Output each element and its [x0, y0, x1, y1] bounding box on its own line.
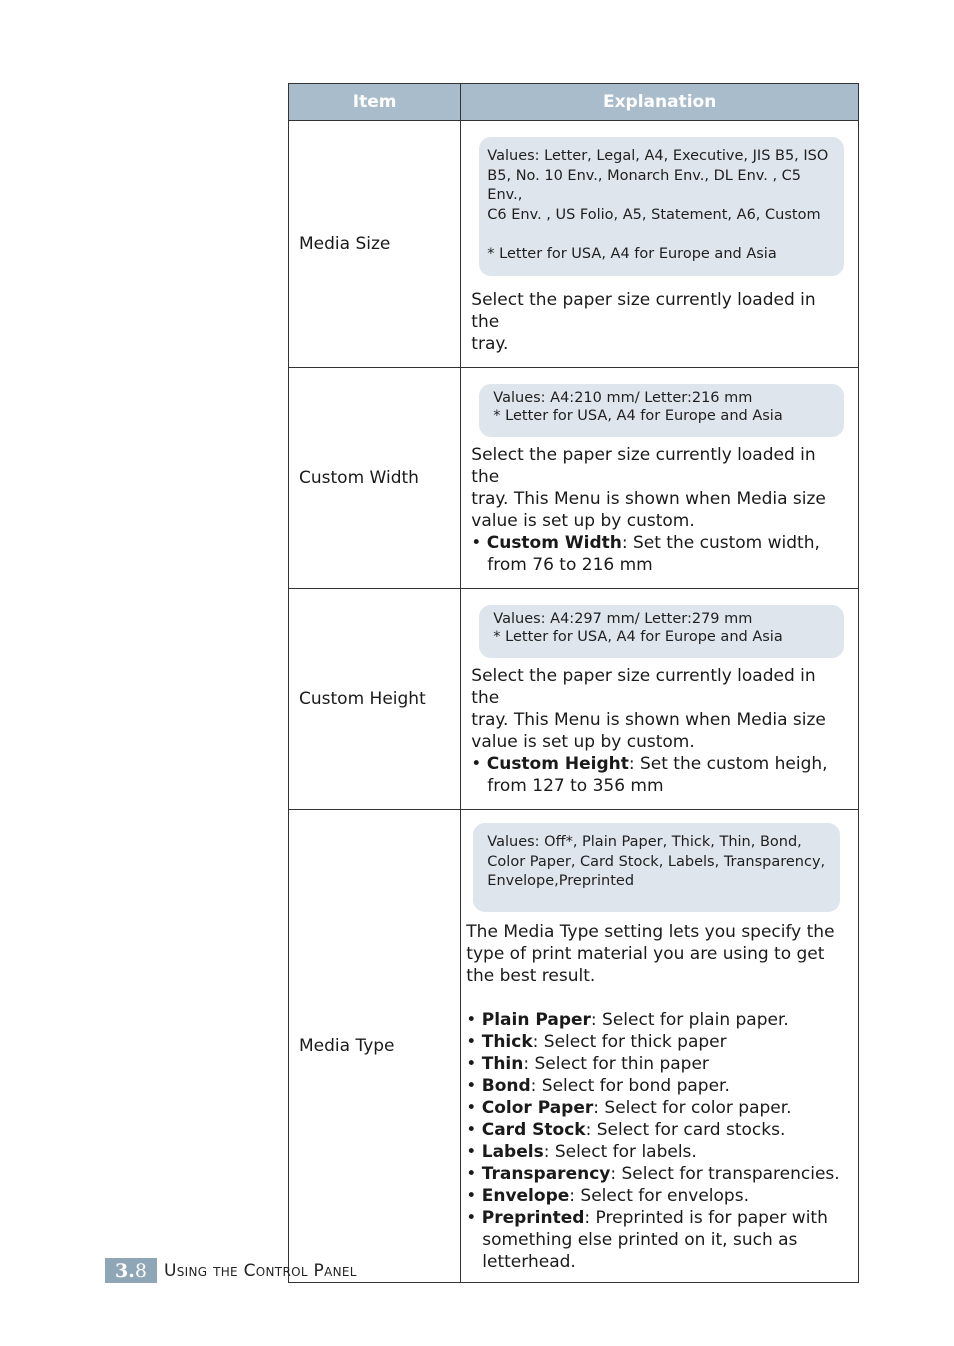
bullet-term: Plain Paper: [481, 1009, 591, 1030]
bullet-text: : Select for color paper.: [593, 1097, 792, 1118]
bullet-item: • Custom Height: Set the custom heigh, from 127 to 356 mm: [471, 754, 828, 796]
desc-line: value is set up by custom.: [471, 511, 695, 531]
bullet-term: Transparency: [481, 1163, 611, 1184]
bullet-term: Custom Width: [486, 533, 622, 553]
bullet-text: : Preprinted is for paper with something else printed on it, such as letterhead.: [482, 1207, 828, 1272]
bullet-text: : Set the custom width, from 76 to 216 mm: [487, 533, 820, 575]
bullet-text: : Select for labels.: [543, 1141, 697, 1162]
explanation-cell: [461, 368, 859, 589]
description: [466, 921, 848, 1273]
bullet-item: • Transparency: Select for transparencies.: [466, 1163, 840, 1184]
values-line: * Letter for USA, A4 for Europe and Asia: [487, 245, 777, 262]
desc-line: Select the paper size currently loaded in the: [471, 290, 816, 332]
explanation-cell: [461, 589, 859, 810]
header-item: Item: [289, 84, 461, 121]
values-box: [473, 823, 840, 912]
values-line: Color Paper, Card Stock, Labels, Transparency,: [487, 853, 826, 870]
values-box: [479, 384, 844, 437]
bullet-text: : Select for transparencies.: [610, 1163, 840, 1184]
table-row: [289, 810, 859, 1283]
description: [471, 444, 844, 576]
page-number-badge: [105, 1258, 157, 1283]
values-line: B5, No. 10 Env., Monarch Env., DL Env. , C5 Env.,: [487, 167, 802, 203]
bullet-text: : Select for thick paper: [532, 1031, 727, 1052]
header-explanation: Explanation: [461, 84, 859, 121]
bullet-item: • Preprinted: Preprinted is for paper with something else printed on it, such as letterhead.: [466, 1207, 828, 1272]
explanation-cell: [461, 810, 859, 1283]
bullet-item: • Labels: Select for labels.: [466, 1141, 697, 1162]
values-line: Envelope,Preprinted: [487, 873, 635, 889]
bullet-term: Bond: [481, 1075, 531, 1096]
bullet-text: : Select for envelops.: [569, 1185, 749, 1206]
values-line: * Letter for USA, A4 for Europe and Asia: [493, 629, 783, 645]
explanation-cell: [461, 121, 859, 368]
bullet-term: Envelope: [481, 1185, 570, 1206]
bullet-text: : Select for thin paper: [523, 1053, 709, 1074]
desc-line: Select the paper size currently loaded in the: [471, 445, 816, 487]
table-row: [289, 121, 859, 368]
values-line: * Letter for USA, A4 for Europe and Asia: [493, 408, 783, 424]
bullet-item: • Thin: Select for thin paper: [466, 1053, 709, 1074]
values-line: [487, 225, 836, 245]
bullet-item: • Bond: Select for bond paper.: [466, 1075, 730, 1096]
item-custom-width: Custom Width: [289, 368, 461, 589]
desc-line: type of print material you are using to get: [466, 943, 825, 964]
desc-line: tray.: [471, 334, 509, 354]
bullet-term: Labels: [481, 1141, 544, 1162]
desc-line: The Media Type setting lets you specify the: [466, 921, 835, 942]
spacer: [466, 987, 848, 1009]
bullet-term: Card Stock: [481, 1119, 586, 1140]
description: [471, 289, 844, 355]
values-box: [479, 605, 844, 658]
desc-line: value is set up by custom.: [471, 732, 695, 752]
values-line: Values: A4:210 mm/ Letter:216 mm: [493, 390, 753, 406]
item-media-size: Media Size: [289, 121, 461, 368]
desc-line: tray. This Menu is shown when Media size: [471, 710, 826, 730]
values-line: C6 Env. , US Folio, A5, Statement, A6, Custom: [487, 206, 821, 223]
bullet-item: • Envelope: Select for envelops.: [466, 1185, 749, 1206]
table-row: [289, 368, 859, 589]
bullet-item: • Thick: Select for thick paper: [466, 1031, 727, 1052]
table-header-row: [289, 84, 859, 121]
bullet-term: Custom Height: [486, 754, 629, 774]
description: [471, 665, 844, 797]
values-line: Values: Letter, Legal, A4, Executive, JIS B5, ISO: [487, 148, 829, 164]
bullet-text: : Select for bond paper.: [530, 1075, 730, 1096]
values-line: Values: A4:297 mm/ Letter:279 mm: [493, 611, 753, 627]
chapter-number: 3.: [115, 1259, 135, 1282]
bullet-item: • Custom Width: Set the custom width, from 76 to 216 mm: [471, 533, 820, 575]
item-custom-height: Custom Height: [289, 589, 461, 810]
bullet-text: : Set the custom heigh, from 127 to 356 mm: [487, 754, 828, 796]
bullet-term: Thin: [481, 1053, 524, 1074]
bullet-item: • Plain Paper: Select for plain paper.: [466, 1009, 789, 1030]
bullet-text: : Select for card stocks.: [585, 1119, 786, 1140]
values-line: Values: Off*, Plain Paper, Thick, Thin, Bond,: [487, 834, 802, 850]
page-number: 8: [134, 1259, 147, 1282]
page-footer: [105, 1258, 357, 1283]
bullet-term: Preprinted: [481, 1207, 585, 1228]
bullet-item: • Card Stock: Select for card stocks.: [466, 1119, 786, 1140]
desc-line: the best result.: [466, 965, 596, 986]
desc-line: Select the paper size currently loaded in the: [471, 666, 816, 708]
table-row: [289, 589, 859, 810]
bullet-text: : Select for plain paper.: [590, 1009, 789, 1030]
bullet-term: Thick: [481, 1031, 533, 1052]
bullet-item: • Color Paper: Select for color paper.: [466, 1097, 792, 1118]
values-box: [479, 137, 844, 276]
chapter-title: Using the Control Panel: [164, 1260, 357, 1281]
desc-line: tray. This Menu is shown when Media size: [471, 489, 826, 509]
bullet-term: Color Paper: [481, 1097, 594, 1118]
item-media-type: Media Type: [289, 810, 461, 1283]
settings-table: [288, 83, 859, 1283]
